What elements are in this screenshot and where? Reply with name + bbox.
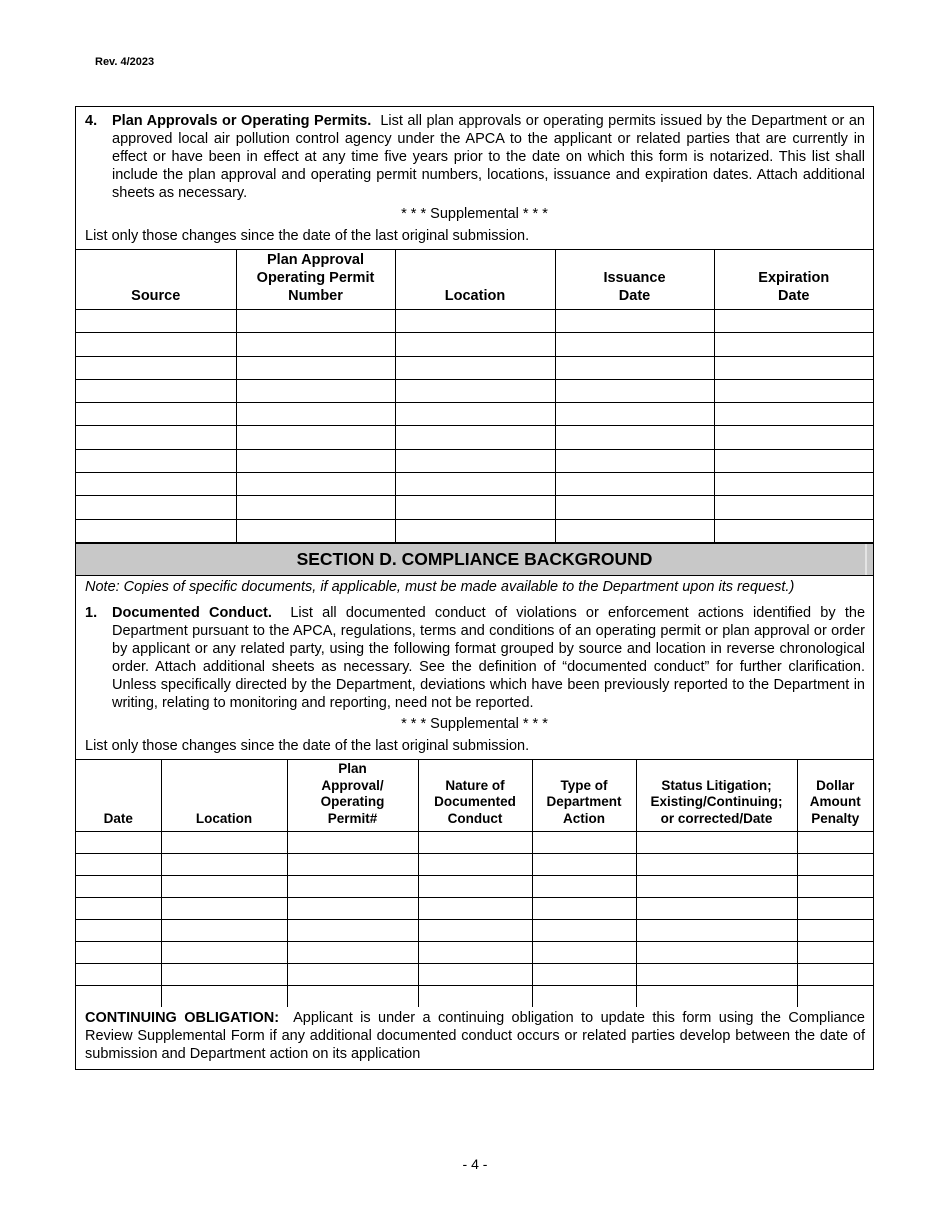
permits-header bbox=[236, 250, 395, 310]
table-cell[interactable] bbox=[395, 310, 555, 333]
table-cell[interactable] bbox=[555, 496, 714, 519]
table-cell[interactable] bbox=[236, 496, 395, 519]
continuing-text: Applicant is under a continuing obligation to update this form using the Compliance Review Supplemental Form if any additional documented conduct occurs or related parties develop between the date of submission and Department action on its application bbox=[85, 1010, 865, 1062]
header-line: Plan Approval bbox=[267, 252, 364, 268]
table-row bbox=[76, 854, 873, 876]
table-cell[interactable] bbox=[555, 519, 714, 542]
table-cell[interactable] bbox=[714, 356, 873, 379]
table-cell[interactable] bbox=[395, 519, 555, 542]
table-cell[interactable] bbox=[76, 333, 236, 356]
table-cell[interactable] bbox=[161, 898, 287, 920]
table-cell[interactable] bbox=[395, 496, 555, 519]
header-line: Date bbox=[618, 288, 651, 304]
table-cell[interactable] bbox=[161, 832, 287, 854]
compliance-background-block bbox=[75, 575, 874, 1070]
table-row bbox=[76, 403, 873, 426]
conduct-header bbox=[161, 760, 287, 832]
table-cell[interactable] bbox=[532, 898, 636, 920]
section-title-text: SECTION D. COMPLIANCE BACKGROUND bbox=[296, 549, 653, 569]
conduct-table bbox=[76, 759, 873, 1007]
table-cell[interactable] bbox=[555, 449, 714, 472]
table-row bbox=[76, 876, 873, 898]
table-cell[interactable] bbox=[236, 333, 395, 356]
table-cell[interactable] bbox=[714, 379, 873, 402]
table-cell[interactable] bbox=[636, 942, 797, 964]
table-cell[interactable] bbox=[76, 832, 161, 854]
item-text: List all documented conduct of violations or enforcement actions identified by the Department pursuant to the APCA, regulations, terms and conditions of an operating permit or plan approval or order by applicant or any related party, using the following format grouped by source and location in reverse chronological order. Attach additional sheets as necessary. See the definition of “documented conduct” for further clarification. Unless specifically directed by the Department, deviations which have been previously reported to the Department in writing, relating to monitoring and reporting, need not be reported. bbox=[112, 605, 866, 711]
table-cell[interactable] bbox=[418, 832, 532, 854]
plan-approvals-block bbox=[75, 106, 874, 543]
table-cell[interactable] bbox=[555, 379, 714, 402]
permits-table bbox=[76, 249, 873, 542]
supplemental-label: * * * Supplemental * * * bbox=[401, 716, 548, 732]
table-row bbox=[76, 496, 873, 519]
table-cell[interactable] bbox=[555, 426, 714, 449]
header-line: Plan bbox=[338, 761, 367, 776]
table-cell[interactable] bbox=[236, 310, 395, 333]
item-4 bbox=[76, 107, 873, 202]
page-number: - 4 - bbox=[462, 1156, 488, 1172]
table-row bbox=[76, 449, 873, 472]
table-cell[interactable] bbox=[76, 403, 236, 426]
header-line: Amount bbox=[809, 794, 861, 809]
table-cell[interactable] bbox=[797, 964, 873, 986]
table-row bbox=[76, 898, 873, 920]
header-line: Date bbox=[778, 288, 810, 304]
header-line: Type of bbox=[560, 777, 608, 793]
header-line: Approval/ bbox=[321, 777, 384, 793]
table-row bbox=[76, 942, 873, 964]
table-cell[interactable] bbox=[76, 964, 161, 986]
item-title: Plan Approvals or Operating Permits. bbox=[112, 113, 372, 129]
table-cell[interactable] bbox=[532, 854, 636, 876]
table-cell[interactable] bbox=[76, 876, 161, 898]
table-cell[interactable] bbox=[555, 333, 714, 356]
table-cell[interactable] bbox=[76, 854, 161, 876]
table-cell[interactable] bbox=[395, 356, 555, 379]
table-cell[interactable] bbox=[797, 920, 873, 942]
table-cell[interactable] bbox=[76, 496, 236, 519]
table-cell[interactable] bbox=[287, 986, 418, 1008]
table-cell[interactable] bbox=[287, 832, 418, 854]
item-number: 1. bbox=[85, 605, 98, 621]
item-title: Documented Conduct. bbox=[112, 605, 272, 621]
table-cell[interactable] bbox=[287, 920, 418, 942]
item-1 bbox=[76, 596, 873, 712]
table-cell[interactable] bbox=[161, 876, 287, 898]
header-line: Status Litigation; bbox=[661, 777, 772, 793]
table-row bbox=[76, 310, 873, 333]
table-cell[interactable] bbox=[395, 426, 555, 449]
table-cell[interactable] bbox=[76, 310, 236, 333]
header-line: Penalty bbox=[811, 810, 860, 826]
table-row bbox=[76, 473, 873, 496]
table-row bbox=[76, 426, 873, 449]
header-line: Action bbox=[563, 810, 605, 826]
table-cell[interactable] bbox=[418, 920, 532, 942]
table-cell[interactable] bbox=[797, 876, 873, 898]
section-note: Note: Copies of specific documents, if applicable, must be made available to the Department upon its request.) bbox=[85, 579, 795, 595]
table-cell[interactable] bbox=[76, 379, 236, 402]
continuing-label: CONTINUING OBLIGATION: bbox=[85, 1010, 280, 1026]
table-cell[interactable] bbox=[76, 473, 236, 496]
table-cell[interactable] bbox=[236, 519, 395, 542]
supplemental-label: * * * Supplemental * * * bbox=[401, 206, 548, 222]
header-line: Department bbox=[546, 794, 622, 809]
table-cell[interactable] bbox=[236, 473, 395, 496]
table-cell[interactable] bbox=[76, 519, 236, 542]
table-cell[interactable] bbox=[555, 403, 714, 426]
table-cell[interactable] bbox=[76, 356, 236, 379]
table-cell[interactable] bbox=[532, 876, 636, 898]
table-cell[interactable] bbox=[287, 964, 418, 986]
continuing-obligation bbox=[76, 1007, 873, 1069]
table-row bbox=[76, 964, 873, 986]
table-cell[interactable] bbox=[418, 942, 532, 964]
revision-label: Rev. 4/2023 bbox=[95, 56, 155, 68]
header-line: Number bbox=[288, 288, 343, 304]
table-cell[interactable] bbox=[287, 942, 418, 964]
bar-rule bbox=[865, 544, 867, 575]
table-cell[interactable] bbox=[714, 403, 873, 426]
table-cell[interactable] bbox=[418, 854, 532, 876]
header-line: Documented bbox=[434, 794, 516, 809]
table-row bbox=[76, 379, 873, 402]
table-cell[interactable] bbox=[395, 379, 555, 402]
table-row bbox=[76, 519, 873, 542]
table-cell[interactable] bbox=[236, 449, 395, 472]
header-line: Conduct bbox=[447, 810, 503, 826]
header-line: Dollar bbox=[816, 777, 855, 793]
table-cell[interactable] bbox=[76, 426, 236, 449]
table-cell[interactable] bbox=[287, 898, 418, 920]
table-cell[interactable] bbox=[714, 333, 873, 356]
header-line: Operating Permit bbox=[256, 270, 375, 286]
table-cell[interactable] bbox=[287, 854, 418, 876]
header-line: Location bbox=[195, 810, 253, 826]
conduct-header bbox=[636, 760, 797, 832]
table-cell[interactable] bbox=[418, 898, 532, 920]
table-cell[interactable] bbox=[797, 854, 873, 876]
permits-header bbox=[555, 250, 714, 310]
table-cell[interactable] bbox=[76, 986, 161, 1008]
table-cell[interactable] bbox=[236, 403, 395, 426]
table-cell[interactable] bbox=[161, 942, 287, 964]
table-cell[interactable] bbox=[555, 356, 714, 379]
table-cell[interactable] bbox=[636, 986, 797, 1008]
conduct-header bbox=[532, 760, 636, 832]
table-cell[interactable] bbox=[636, 876, 797, 898]
table-cell[interactable] bbox=[714, 426, 873, 449]
table-row bbox=[76, 920, 873, 942]
header-line: Existing/Continuing; bbox=[650, 794, 783, 809]
header-line: Source bbox=[131, 288, 181, 304]
table-cell[interactable] bbox=[161, 920, 287, 942]
table-cell[interactable] bbox=[161, 964, 287, 986]
table-cell[interactable] bbox=[236, 356, 395, 379]
table-cell[interactable] bbox=[532, 964, 636, 986]
table-cell[interactable] bbox=[532, 986, 636, 1008]
permits-header bbox=[395, 250, 555, 310]
table-cell[interactable] bbox=[797, 986, 873, 1008]
table-cell[interactable] bbox=[714, 473, 873, 496]
table-cell[interactable] bbox=[555, 310, 714, 333]
table-cell[interactable] bbox=[395, 333, 555, 356]
table-cell[interactable] bbox=[418, 964, 532, 986]
table-cell[interactable] bbox=[797, 898, 873, 920]
header-line: Operating bbox=[320, 794, 385, 809]
table-cell[interactable] bbox=[636, 964, 797, 986]
table-cell[interactable] bbox=[714, 310, 873, 333]
table-cell[interactable] bbox=[636, 854, 797, 876]
table-cell[interactable] bbox=[236, 379, 395, 402]
header-line: Issuance bbox=[603, 270, 666, 286]
table-cell[interactable] bbox=[636, 832, 797, 854]
table-cell[interactable] bbox=[636, 898, 797, 920]
header-line: Nature of bbox=[445, 777, 505, 793]
conduct-header bbox=[287, 760, 418, 832]
permits-header bbox=[76, 250, 236, 310]
table-row bbox=[76, 832, 873, 854]
table-cell[interactable] bbox=[287, 876, 418, 898]
conduct-header bbox=[76, 760, 161, 832]
table-cell[interactable] bbox=[714, 519, 873, 542]
table-cell[interactable] bbox=[555, 473, 714, 496]
table-cell[interactable] bbox=[797, 832, 873, 854]
table-cell[interactable] bbox=[395, 403, 555, 426]
table-cell[interactable] bbox=[418, 986, 532, 1008]
conduct-header bbox=[797, 760, 873, 832]
table-cell[interactable] bbox=[714, 496, 873, 519]
table-row bbox=[76, 356, 873, 379]
permits-header bbox=[714, 250, 873, 310]
header-line: Location bbox=[444, 288, 506, 304]
header-line: Date bbox=[103, 810, 133, 826]
table-cell[interactable] bbox=[532, 942, 636, 964]
table-cell[interactable] bbox=[532, 832, 636, 854]
table-cell[interactable] bbox=[636, 920, 797, 942]
header-line: or corrected/Date bbox=[660, 810, 773, 826]
table-cell[interactable] bbox=[76, 898, 161, 920]
table-cell[interactable] bbox=[76, 449, 236, 472]
header-line: Expiration bbox=[758, 270, 830, 286]
section-d-title bbox=[75, 543, 874, 576]
table-cell[interactable] bbox=[714, 449, 873, 472]
table-cell[interactable] bbox=[76, 920, 161, 942]
table-cell[interactable] bbox=[236, 426, 395, 449]
table-cell[interactable] bbox=[418, 876, 532, 898]
table-cell[interactable] bbox=[161, 986, 287, 1008]
table-row bbox=[76, 986, 873, 1008]
table-cell[interactable] bbox=[395, 449, 555, 472]
header-line: Permit# bbox=[327, 810, 378, 826]
table-cell[interactable] bbox=[161, 854, 287, 876]
conduct-header bbox=[418, 760, 532, 832]
item-text: List all plan approvals or operating permits issued by the Department or an approved local air pollution control agency under the APCA to the applicant or related parties that are currently in effect or have been in effect at any time five years prior to the date on which this form is notarized. This list shall include the plan approval and operating permit numbers, locations, issuance and expiration dates. Attach additional sheets as necessary. bbox=[112, 113, 865, 201]
item-number: 4. bbox=[85, 113, 98, 129]
list-only-note: List only those changes since the date of the last original submission. bbox=[85, 228, 530, 244]
table-cell[interactable] bbox=[797, 942, 873, 964]
table-cell[interactable] bbox=[532, 920, 636, 942]
table-cell[interactable] bbox=[395, 473, 555, 496]
table-row bbox=[76, 333, 873, 356]
table-cell[interactable] bbox=[76, 942, 161, 964]
list-only-note: List only those changes since the date of the last original submission. bbox=[85, 738, 530, 754]
